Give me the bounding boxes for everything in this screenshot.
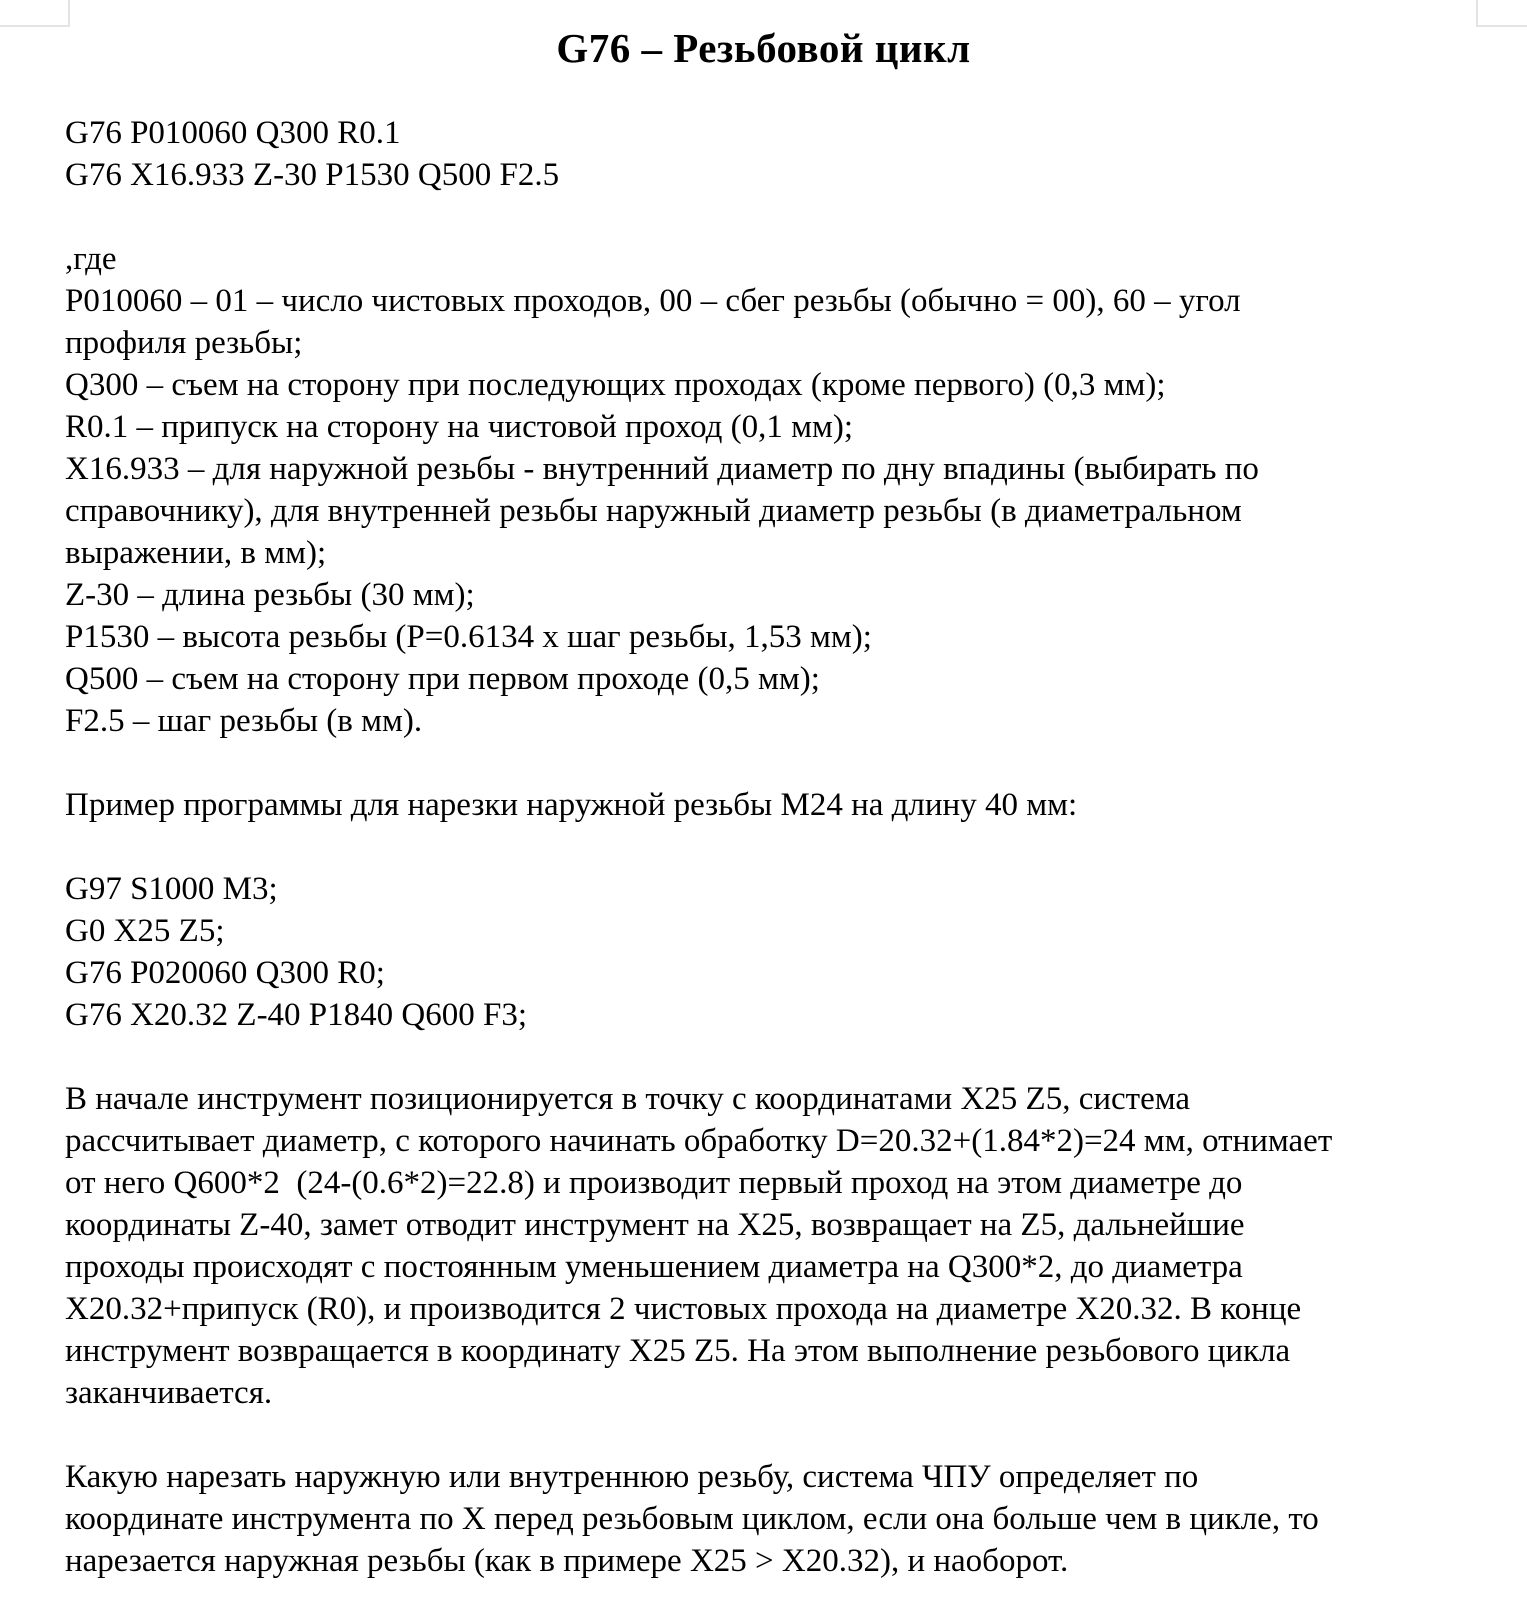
text-line: R0.1 – припуск на сторону на чистовой проход (0,1 мм); — [65, 409, 854, 445]
paragraph-program-example-intro — [65, 784, 1465, 826]
text-line: инструмент возвращается в координату X25 Z5. На этом выполнение резьбового цикла — [65, 1333, 1291, 1369]
paragraph-program-example-code — [65, 868, 1465, 1036]
text-line: P010060 – 01 – число чистовых проходов, 00 – сбег резьбы (обычно = 00), 60 – угол — [65, 283, 1241, 319]
text-line: P1530 – высота резьбы (P=0.6134 x шаг резьбы, 1,53 мм); — [65, 619, 872, 655]
text-line: X20.32+припуск (R0), и производится 2 чистовых прохода на диаметре X20.32. В конце — [65, 1291, 1302, 1327]
text-line: выражении, в мм); — [65, 535, 327, 571]
text-line: В начале инструмент позиционируется в точку с координатами X25 Z5, система — [65, 1081, 1191, 1117]
text-line: Z-30 – длина резьбы (30 мм); — [65, 577, 475, 613]
text-line: G76 X20.32 Z-40 P1840 Q600 F3; — [65, 997, 528, 1033]
text-line: ,где — [65, 241, 117, 277]
paragraph-g76-syntax-example — [65, 112, 1465, 196]
text-line: X16.933 – для наружной резьбы - внутренний диаметр по дну впадины (выбирать по — [65, 451, 1259, 487]
page-title: G76 – Резьбовой цикл — [556, 25, 971, 71]
text-line: Пример программы для нарезки наружной резьбы M24 на длину 40 мм: — [65, 787, 1078, 823]
text-line: F2.5 – шаг резьбы (в мм). — [65, 703, 423, 739]
text-line: от него Q600*2 (24-(0.6*2)=22.8) и производит первый проход на этом диаметре до — [65, 1165, 1243, 1201]
text-line: справочнику), для внутренней резьбы наружный диаметр резьбы (в диаметральном — [65, 493, 1242, 529]
document-body — [65, 112, 1465, 1582]
text-line: Q500 – съем на сторону при первом проходе (0,5 мм); — [65, 661, 820, 697]
text-line: проходы происходят с постоянным уменьшением диаметра на Q300*2, до диаметра — [65, 1249, 1243, 1285]
text-line: G0 X25 Z5; — [65, 913, 225, 949]
page-corner-marker-right — [1476, 0, 1527, 27]
paragraph-thread-direction-note — [65, 1456, 1465, 1582]
text-line: G76 P020060 Q300 R0; — [65, 955, 385, 991]
page-corner-marker-left — [0, 0, 70, 27]
text-line: координаты Z-40, замет отводит инструмент на X25, возвращает на Z5, дальнейшие — [65, 1207, 1245, 1243]
paragraph-parameter-explanations — [65, 238, 1465, 742]
text-line: G76 P010060 Q300 R0.1 — [65, 115, 401, 151]
paragraph-cycle-description — [65, 1078, 1465, 1414]
text-line: координате инструмента по X перед резьбовым циклом, если она больше чем в цикле, то — [65, 1501, 1319, 1537]
text-line: нарезается наружная резьбы (как в примере X25 > X20.32), и наоборот. — [65, 1543, 1069, 1579]
text-line: заканчивается. — [65, 1375, 273, 1411]
text-line: Q300 – съем на сторону при последующих проходах (кроме первого) (0,3 мм); — [65, 367, 1166, 403]
text-line: G76 X16.933 Z-30 P1530 Q500 F2.5 — [65, 157, 560, 193]
text-line: профиля резьбы; — [65, 325, 303, 361]
text-line: Какую нарезать наружную или внутреннюю резьбу, система ЧПУ определяет по — [65, 1459, 1199, 1495]
text-line: G97 S1000 M3; — [65, 871, 278, 907]
text-line: рассчитывает диаметр, с которого начинать обработку D=20.32+(1.84*2)=24 мм, отнимает — [65, 1123, 1333, 1159]
